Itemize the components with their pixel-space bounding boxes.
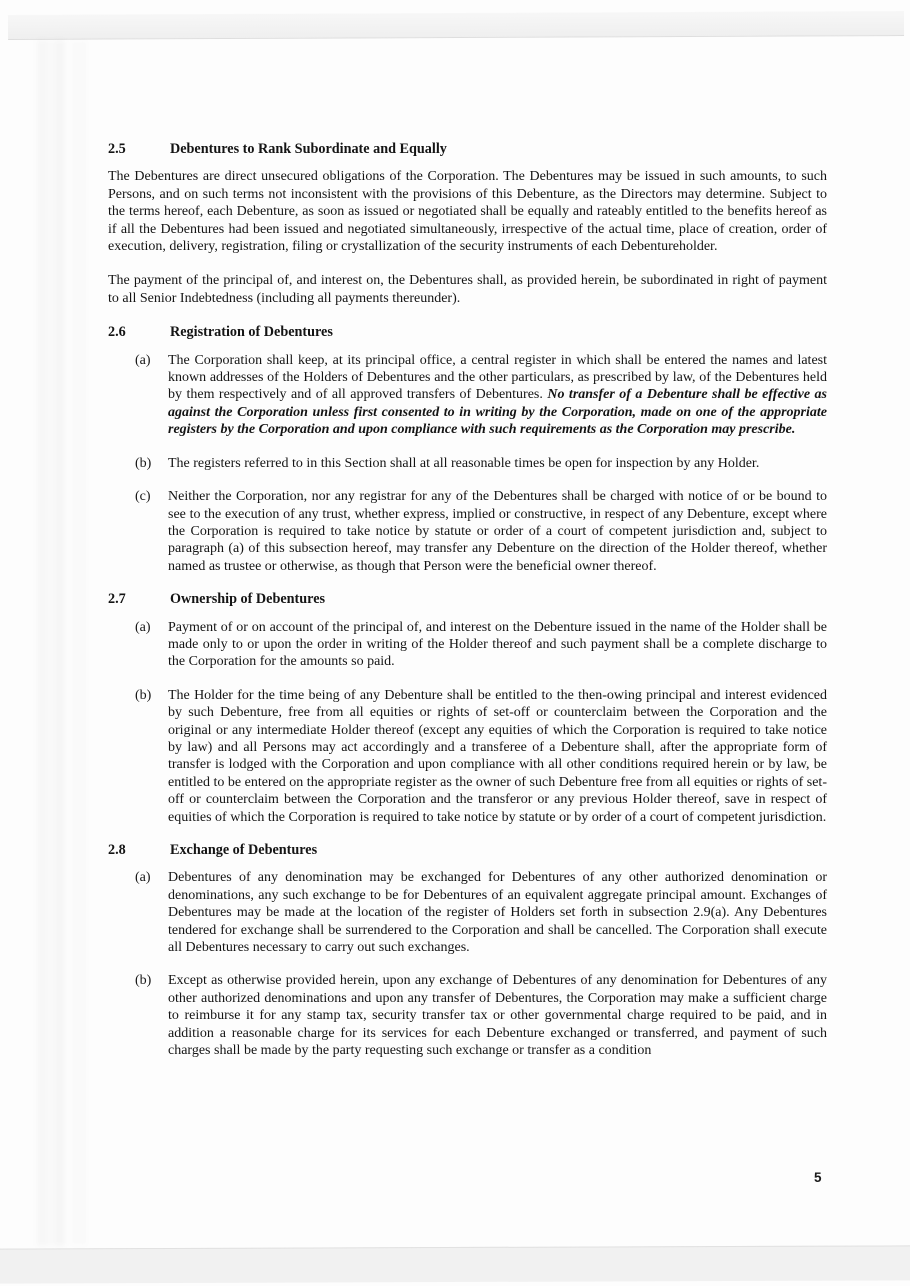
section-title: Ownership of Debentures xyxy=(170,591,326,608)
list-item-b xyxy=(108,687,827,826)
item-text: The Holder for the time being of any Debenture shall be entitled to the then-owing principal and interest evidenced by such Debenture, free from all equities or rights of set-off or counterclaim between the Corporation and the original or any intermediate Holder thereof (except any equities of which the Corporation is required to take notice by law) and all Persons may act accordingly and a transferee of a Debenture shall, after the appropriate form of transfer is lodged with the Corporation and upon compliance with all other conditions required herein or by law, be entitled to be entered on the appropriate register as the owner of such Debenture free from all equities or rights of set-off or counterclaim between the Corporation and the transferor or any previous Holder thereof, save in respect of equities of which the Corporation is required to take notice by statute or by order of a court of competent jurisdiction. xyxy=(168,687,827,825)
section-2-6 xyxy=(108,324,827,575)
item-label: (b) xyxy=(135,973,152,989)
section-2-7 xyxy=(108,591,827,826)
scan-artifact-top-band xyxy=(8,11,904,40)
section-title: Registration of Debentures xyxy=(170,324,333,341)
scan-artifact-streak xyxy=(72,40,86,1246)
section-2-5 xyxy=(108,141,827,307)
section-number: 2.6 xyxy=(108,324,126,341)
item-label: (a) xyxy=(135,619,151,635)
list-item-b xyxy=(108,972,827,1059)
section-heading xyxy=(108,324,827,341)
section-title: Exchange of Debentures xyxy=(170,842,318,858)
item-text: Debentures of any denomination may be exchanged for Debentures of any other authorized denomination or denominations, any such exchange to be for Debentures of an equivalent aggregate principal amount. Exchanges of Debentures may be made at the location of the register of Holders set forth in subsection 2.9(a). Any Debentures tendered for exchange shall be surrendered to the Corporation and shall be cancelled. The Corporation shall execute all Debentures necessary to carry out such exchanges. xyxy=(168,870,827,956)
list-item-a xyxy=(108,619,827,671)
paragraph: The Debentures are direct unsecured obligations of the Corporation. The Debentures may be issued in such amounts, to such Persons, and on such terms not inconsistent with the provisions of this Debenture, as the Directors may determine. Subject to the terms hereof, each Debenture, as soon as issued or negotiated shall be equally and rateably entitled to the benefits hereof as if all the Debentures had been issued and negotiated simultaneously, irrespective of the actual time, place of creation, order of execution, delivery, registration, filing or crystallization of the security instruments of each Debentureholder. xyxy=(108,169,827,255)
item-text: The registers referred to in this Section shall at all reasonable times be open for inspection by any Holder. xyxy=(168,455,760,471)
item-text-emphasis: No transfer of a Debenture shall be effective as against the Corporation unless first consented to in writing by the Corporation, made on one of the appropriate registers by the Corporation and upon compliance with such requirements as the Corporation may prescribe. xyxy=(168,387,828,438)
paragraph: The payment of the principal of, and interest on, the Debentures shall, as provided herein, be subordinated in right of payment to all Senior Indebtedness (including all payments thereunder). xyxy=(108,273,827,306)
scan-artifact-bottom-band xyxy=(0,1245,910,1283)
list-item-b xyxy=(108,455,827,472)
item-text: Payment of or on account of the principal of, and interest on the Debenture issued in the name of the Holder shall be made only to or upon the order in writing of the Holder thereof and such payment shall be a complete discharge to the Corporation for the amounts so paid. xyxy=(168,619,827,670)
section-heading xyxy=(108,141,827,158)
item-label: (c) xyxy=(135,489,151,505)
item-text: Except as otherwise provided herein, upon any exchange of Debentures of any denomination for Debentures of any other authorized denominations and upon any transfer of Debentures, the Corporation may make a sufficient charge to reimburse it for any stamp tax, security transfer tax or other governmental charge required to be paid, and in addition a reasonable charge for its services for each Debenture exchanged or transferred, and payment of such charges shall be made by the party requesting such exchange or transfer as a condition xyxy=(168,973,827,1059)
scan-artifact-streak xyxy=(38,40,64,1246)
page-number: 5 xyxy=(814,1170,822,1185)
list-item-a xyxy=(108,869,827,956)
section-number: 2.8 xyxy=(108,842,126,858)
item-label: (a) xyxy=(135,352,151,368)
section-number: 2.5 xyxy=(108,141,126,157)
list-item-a xyxy=(108,352,827,439)
section-heading xyxy=(108,842,827,859)
section-2-8 xyxy=(108,842,827,1059)
item-label: (b) xyxy=(135,455,152,471)
document-body xyxy=(108,141,827,1075)
item-label: (a) xyxy=(135,870,151,886)
section-heading xyxy=(108,591,827,608)
section-number: 2.7 xyxy=(108,591,126,608)
item-label: (b) xyxy=(135,687,152,703)
section-title: Debentures to Rank Subordinate and Equally xyxy=(170,141,447,157)
item-text: Neither the Corporation, nor any registrar for any of the Debentures shall be charged with notice of or be bound to see to the execution of any trust, whether express, implied or constructive, in respect of any Debenture, except where the Corporation is required to take notice by statute or order of a court of competent jurisdiction and, subject to paragraph (a) of this subsection hereof, may transfer any Debenture on the direction of the Holder thereof, whether named as trustee or otherwise, as though that Person were the beneficial owner thereof. xyxy=(168,489,827,574)
item-text: The Corporation shall keep, at its principal office, a central register in which shall be entered the names and latest known addresses of the Holders of Debentures and the other particulars, as prescribed by law, of the Debentures held by them respectively and of all approved transfers of Debentures. xyxy=(168,352,827,403)
list-item-c xyxy=(108,488,827,575)
